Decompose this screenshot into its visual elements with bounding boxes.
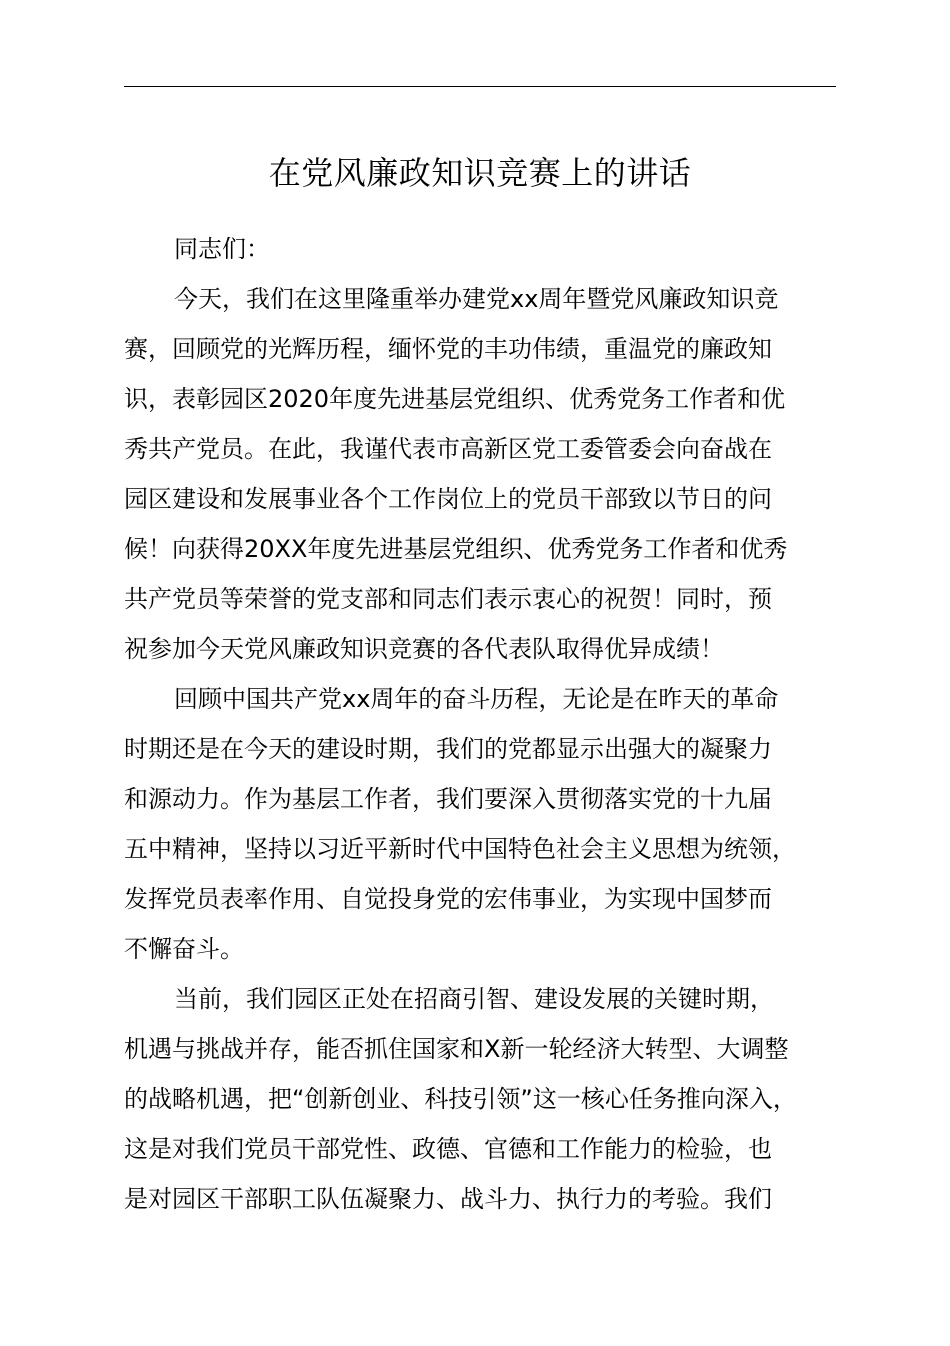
document-title: 在党风廉政知识竞赛上的讲话 [268, 154, 692, 192]
paragraph-1 [124, 274, 864, 674]
header-rule [124, 86, 836, 87]
paragraph-2 [124, 674, 864, 974]
paragraph-line: 当前，我们园区正处在招商引智、建设发展的关键时期， [174, 985, 774, 1013]
paragraph-line: 秀共产党员。在此，我谨代表市高新区党工委管委会向奋战在 [124, 435, 772, 463]
paragraph-line: 和源动力。作为基层工作者，我们要深入贯彻落实党的十九届 [124, 785, 772, 813]
paragraph-line: 祝参加今天党风廉政知识竞赛的各代表队取得优异成绩！ [124, 635, 724, 663]
paragraph-line: 这是对我们党员干部党性、政德、官德和工作能力的检验，也 [124, 1135, 772, 1163]
paragraph-line: 今天，我们在这里隆重举办建党xx周年暨党风廉政知识竞 [174, 285, 779, 313]
paragraph-line: 园区建设和发展事业各个工作岗位上的党员干部致以节日的问 [124, 485, 772, 513]
paragraph-line: 五中精神，坚持以习近平新时代中国特色社会主义思想为统领， [124, 835, 796, 863]
paragraph-line: 识，表彰园区2020年度先进基层党组织、优秀党务工作者和优 [124, 385, 786, 413]
paragraph-line: 赛，回顾党的光辉历程，缅怀党的丰功伟绩，重温党的廉政知 [124, 335, 772, 363]
paragraph-3 [124, 974, 864, 1224]
paragraph-line: 不懈奋斗。 [124, 935, 244, 963]
document-body [124, 224, 864, 1224]
paragraph-line: 候！向获得20XX年度先进基层党组织、优秀党务工作者和优秀 [124, 535, 788, 563]
paragraph-line: 共产党员等荣誉的党支部和同志们表示衷心的祝贺！同时，预 [124, 585, 772, 613]
paragraph-line: 的战略机遇，把“创新创业、科技引领”这一核心任务推向深入， [124, 1085, 797, 1113]
paragraph-line: 回顾中国共产党xx周年的奋斗历程，无论是在昨天的革命 [174, 685, 779, 713]
paragraph-line: 时期还是在今天的建设时期，我们的党都显示出强大的凝聚力 [124, 735, 772, 763]
salutation: 同志们： [174, 235, 270, 263]
paragraph-line: 发挥党员表率作用、自觉投身党的宏伟事业，为实现中国梦而 [124, 885, 772, 913]
paragraph-line: 是对园区干部职工队伍凝聚力、战斗力、执行力的考验。我们 [124, 1185, 772, 1213]
paragraph-line: 机遇与挑战并存，能否抓住国家和X新一轮经济大转型、大调整 [124, 1035, 789, 1063]
